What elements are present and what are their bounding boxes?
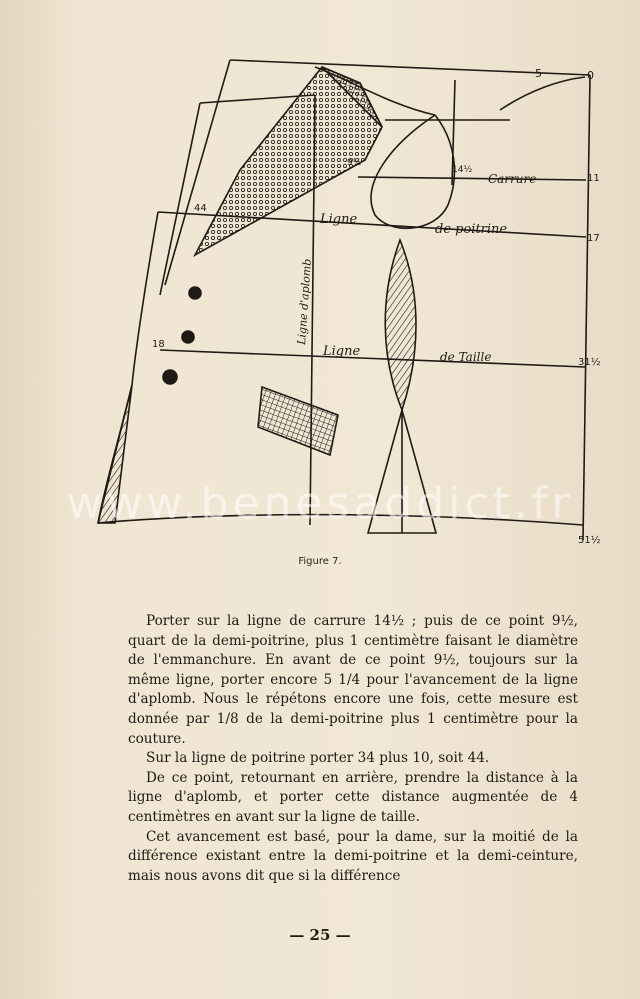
hem-line	[98, 515, 583, 525]
num-51-half: 51½	[578, 535, 601, 546]
figure-caption: Figure 7.	[298, 556, 342, 567]
pattern-diagram	[90, 55, 610, 550]
carrure-label: Carrure	[488, 172, 537, 186]
paragraph: Porter sur la ligne de carrure 14½ ; puis de ce point 9½, quart de la demi-poitrine, plus 1 centimètre faisant le diamètre de l'emmanchure. En avant de ce point 9½, toujours sur la même ligne, porter encore 5 1/4 pour l'avancement de la ligne d'aplomb. Nous le répétons encore une fois, cette mesure est donnée par 1/8 de la demi-poitrine plus 1 centimètre pour la couture.	[128, 613, 578, 747]
num-31-half: 31½	[578, 357, 601, 368]
aplomb-label: Ligne d'aplomb	[295, 258, 315, 346]
taille-line	[160, 350, 585, 367]
num-44: 44	[194, 203, 207, 214]
paragraph: Sur la ligne de poitrine porter 34 plus 10, soit 44.	[146, 750, 490, 767]
ligne-taille-label: Ligne	[323, 344, 361, 359]
paragraph: De ce point, retournant en arrière, prendre la distance à la ligne d'aplomb, et porter cette distance augmentée de 4 centimètres en avant sur la ligne de taille.	[128, 769, 578, 825]
num-5: 5	[535, 67, 542, 80]
num-14-half: 14½	[452, 165, 473, 175]
de-taille-label: de Taille	[440, 350, 492, 364]
page-number: — 25 —	[289, 926, 351, 944]
right-frame-line	[583, 75, 590, 540]
num-11: 11	[587, 173, 600, 184]
carrure-line	[358, 177, 586, 180]
ligne-poitrine-label: Ligne	[320, 212, 358, 227]
num-18: 18	[152, 339, 165, 350]
paragraph: Cet avancement est basé, pour la dame, sur la moitié de la différence existant entre la demi-poitrine et la demi-ceinture, mais nous avons dit que si la différence	[128, 828, 578, 884]
de-poitrine-label: de poitrine	[435, 222, 508, 237]
watermark: www.benesaddict.fr	[66, 478, 574, 529]
body-text	[128, 612, 578, 886]
num-0: 0	[587, 69, 594, 82]
num-9-half: 9½	[347, 158, 362, 168]
num-17: 17	[587, 233, 600, 244]
